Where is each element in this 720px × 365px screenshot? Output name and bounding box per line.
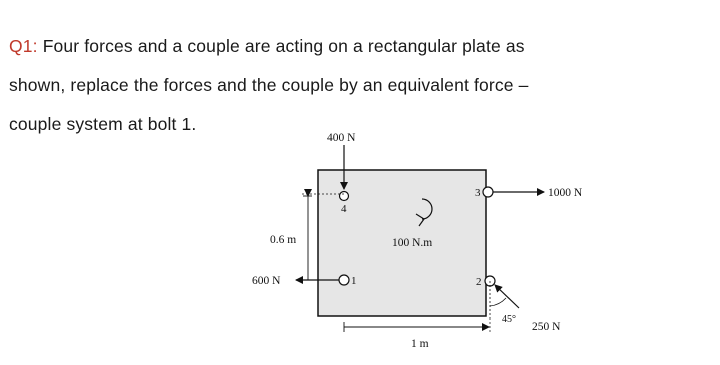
width-label: 1 m bbox=[411, 338, 429, 350]
force-400-label: 400 N bbox=[327, 132, 356, 144]
bolt-4-label: 4 bbox=[341, 203, 347, 215]
question-line-2: shown, replace the forces and the couple by an equivalent force – bbox=[9, 75, 529, 95]
width-dimension bbox=[344, 318, 490, 334]
force-600-label: 600 N bbox=[252, 275, 281, 287]
bolt-2-label: 2 bbox=[476, 276, 482, 288]
bolt-1-label: 1 bbox=[351, 275, 357, 287]
height-label: 0.6 m bbox=[270, 234, 297, 246]
question-line-3: couple system at bolt 1. bbox=[9, 114, 197, 134]
force-1000-label: 1000 N bbox=[548, 187, 583, 199]
angle-marker bbox=[490, 281, 506, 318]
force-250-arrow bbox=[495, 285, 519, 308]
angle-label: 45° bbox=[502, 314, 516, 325]
question-line-1: Four forces and a couple are acting on a rectangular plate as bbox=[42, 36, 525, 56]
couple-label: 100 N.m bbox=[392, 237, 433, 249]
force-250-label: 250 N bbox=[532, 321, 561, 333]
question-label: Q1: bbox=[9, 36, 38, 56]
bolt-3-label: 3 bbox=[475, 187, 481, 199]
